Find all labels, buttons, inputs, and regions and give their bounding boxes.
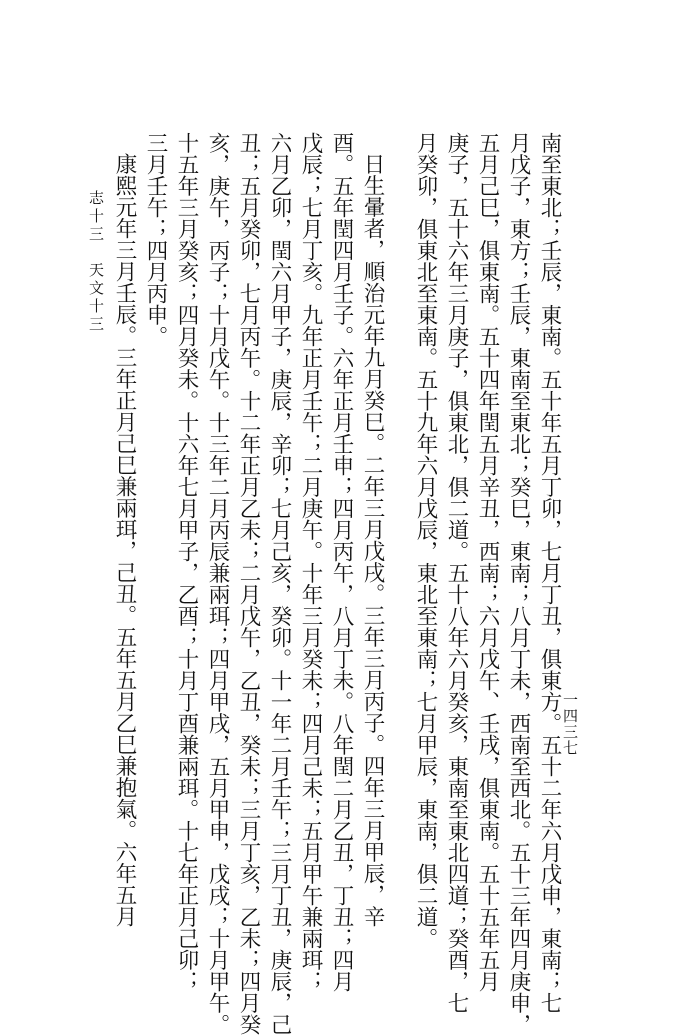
text-column: 酉。五年閏四月壬子。六年正月壬申；四月丙午，八月丁未。八年閏二月乙丑，丁丑；四月 [329, 132, 354, 992]
paragraph-start-column: 康熙元年三月壬辰。三年正月己巳兼兩珥，己丑。五年五月乙巳兼抱氣。六年五月 [112, 153, 137, 927]
page-number: 一四三七 [561, 692, 579, 756]
text-column: 六月乙卯，閏六月甲子，庚辰，辛卯；七月己亥，癸卯。十一年二月壬午；三月丁丑，庚辰，己 [267, 132, 292, 1035]
text-column: 五月己巳，俱東南。五十四年閏五月辛丑，西南；六月戊午、壬戌，俱東南。五十五年五月 [475, 132, 500, 992]
paragraph-start-column: 日生暈者，順治元年九月癸巳。二年三月戊戌。三年三月丙子。四年三月甲辰，辛 [360, 153, 385, 927]
running-head: 志十三 天文十三 [87, 190, 105, 334]
text-column: 亥，庚午，丙子；十月戊午。十三年二月丙辰兼兩珥；四月甲戌，五月甲申，戊戌；十月甲午。 [205, 132, 230, 1035]
text-column: 南至東北；壬辰，東南。五十年五月丁卯，七月丁丑，俱東方。五十二年六月戊申，東南；七 [537, 132, 562, 1014]
text-column: 十五年三月癸亥；四月癸未。十六年七月甲子，乙酉；十月丁酉兼兩珥。十七年正月己卯； [174, 132, 199, 992]
text-column: 月戊子，東方；壬辰，東南至東北；癸巳，東南；八月丁未，西南至西北。五十三年四月庚申， [506, 132, 531, 1035]
text-column: 月癸卯，俱東北至東南。五十九年六月戊辰，東北至東南；七月甲辰，東南，俱二道。 [413, 132, 438, 949]
text-column: 戊辰；七月丁亥。九年正月壬午；二月庚午。十年三月癸未；四月己未；五月甲午兼兩珥； [298, 132, 323, 992]
text-column: 丑；五月癸卯，七月丙午。十二年正月乙未；二月戊午，乙丑，癸未；三月丁亥，乙未；四月癸 [236, 132, 261, 1035]
text-column: 三月壬午；四月丙申。 [143, 132, 168, 347]
text-column: 庚子，五十六年三月庚子，俱東北，俱二道。五十八年六月癸亥，東南至東北四道；癸酉，七 [444, 132, 469, 1014]
